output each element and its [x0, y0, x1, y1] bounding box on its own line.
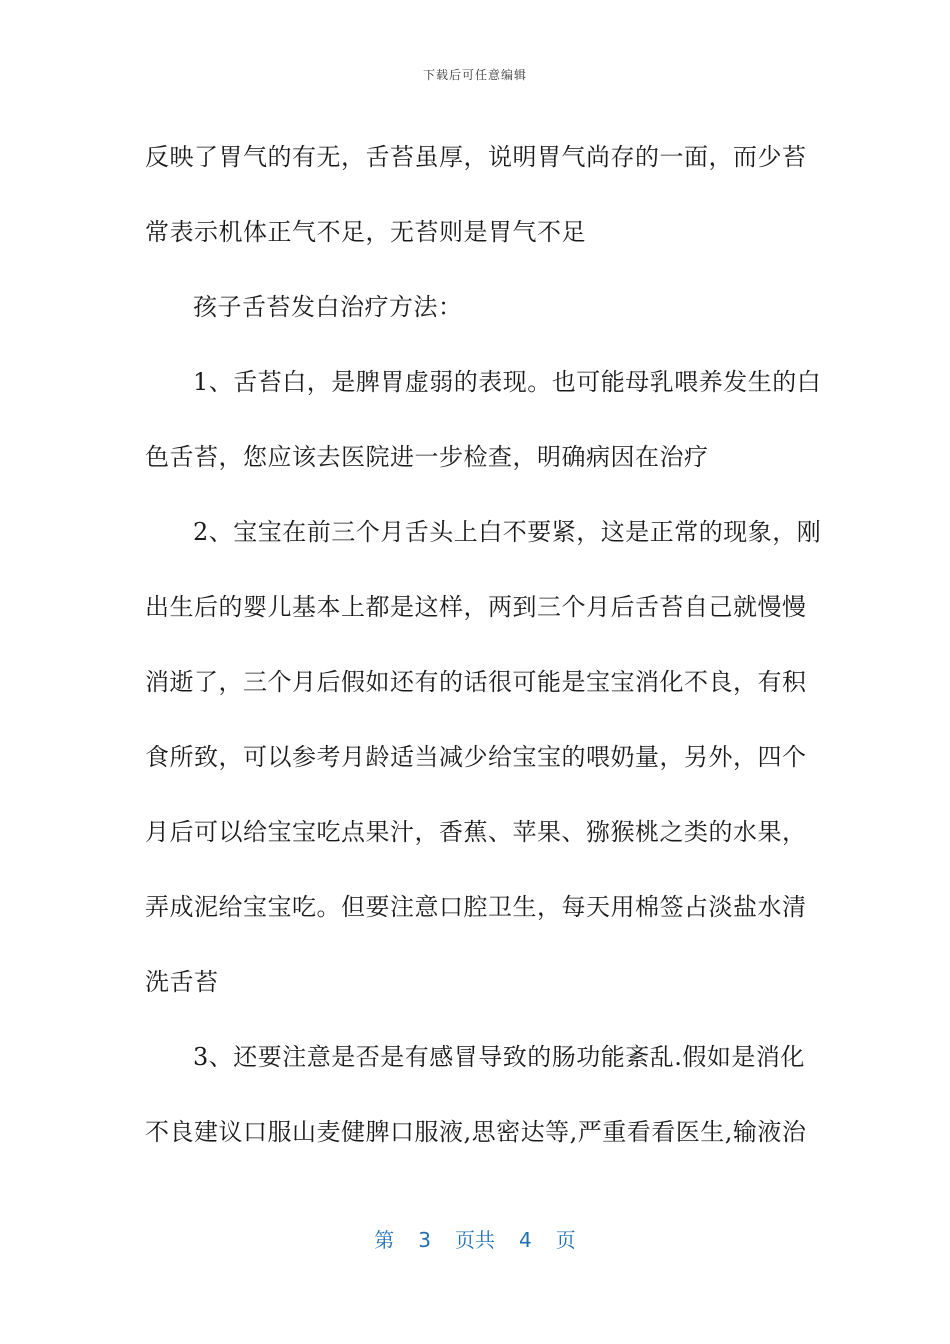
text-line: 常表示机体正气不足，无苔则是胃气不足 [145, 218, 586, 246]
text-line: 月后可以给宝宝吃点果汁，香蕉、苹果、猕猴桃之类的水果， [145, 818, 807, 846]
total-pages-number: 4 [519, 1228, 532, 1252]
current-page-number: 3 [418, 1228, 431, 1252]
text-line: 消逝了，三个月后假如还有的话很可能是宝宝消化不良，有积 [145, 668, 807, 696]
page-label-mid: 页共 [455, 1228, 495, 1252]
text-line: 出生后的婴儿基本上都是这样，两到三个月后舌苔自己就慢慢 [145, 593, 807, 621]
page-footer [0, 1224, 950, 1253]
text-line: 不良建议口服山麦健脾口服液,思密达等,严重看看医生,输液治 [145, 1118, 807, 1146]
text-line: 食所致，可以参考月龄适当减少给宝宝的喂奶量，另外，四个 [145, 743, 807, 771]
section-heading: 孩子舌苔发白治疗方法： [193, 293, 463, 321]
text-line: 1、舌苔白，是脾胃虚弱的表现。也可能母乳喂养发生的白 [193, 368, 822, 396]
text-line: 反映了胃气的有无，舌苔虽厚，说明胃气尚存的一面，而少苔 [145, 143, 807, 171]
text-line: 3、还要注意是否是有感冒导致的肠功能紊乱.假如是消化 [193, 1043, 805, 1071]
header-note: 下载后可任意编辑 [422, 68, 527, 82]
text-line: 弄成泥给宝宝吃。但要注意口腔卫生，每天用棉签占淡盐水清 [145, 893, 807, 921]
text-line: 2、宝宝在前三个月舌头上白不要紧，这是正常的现象，刚 [193, 518, 822, 546]
page-label-prefix: 第 [374, 1228, 395, 1252]
text-line: 色舌苔，您应该去医院进一步检查，明确病因在治疗 [145, 443, 709, 471]
page-label-suffix: 页 [555, 1228, 576, 1252]
text-line: 洗舌苔 [145, 968, 219, 996]
document-body [145, 120, 822, 1170]
